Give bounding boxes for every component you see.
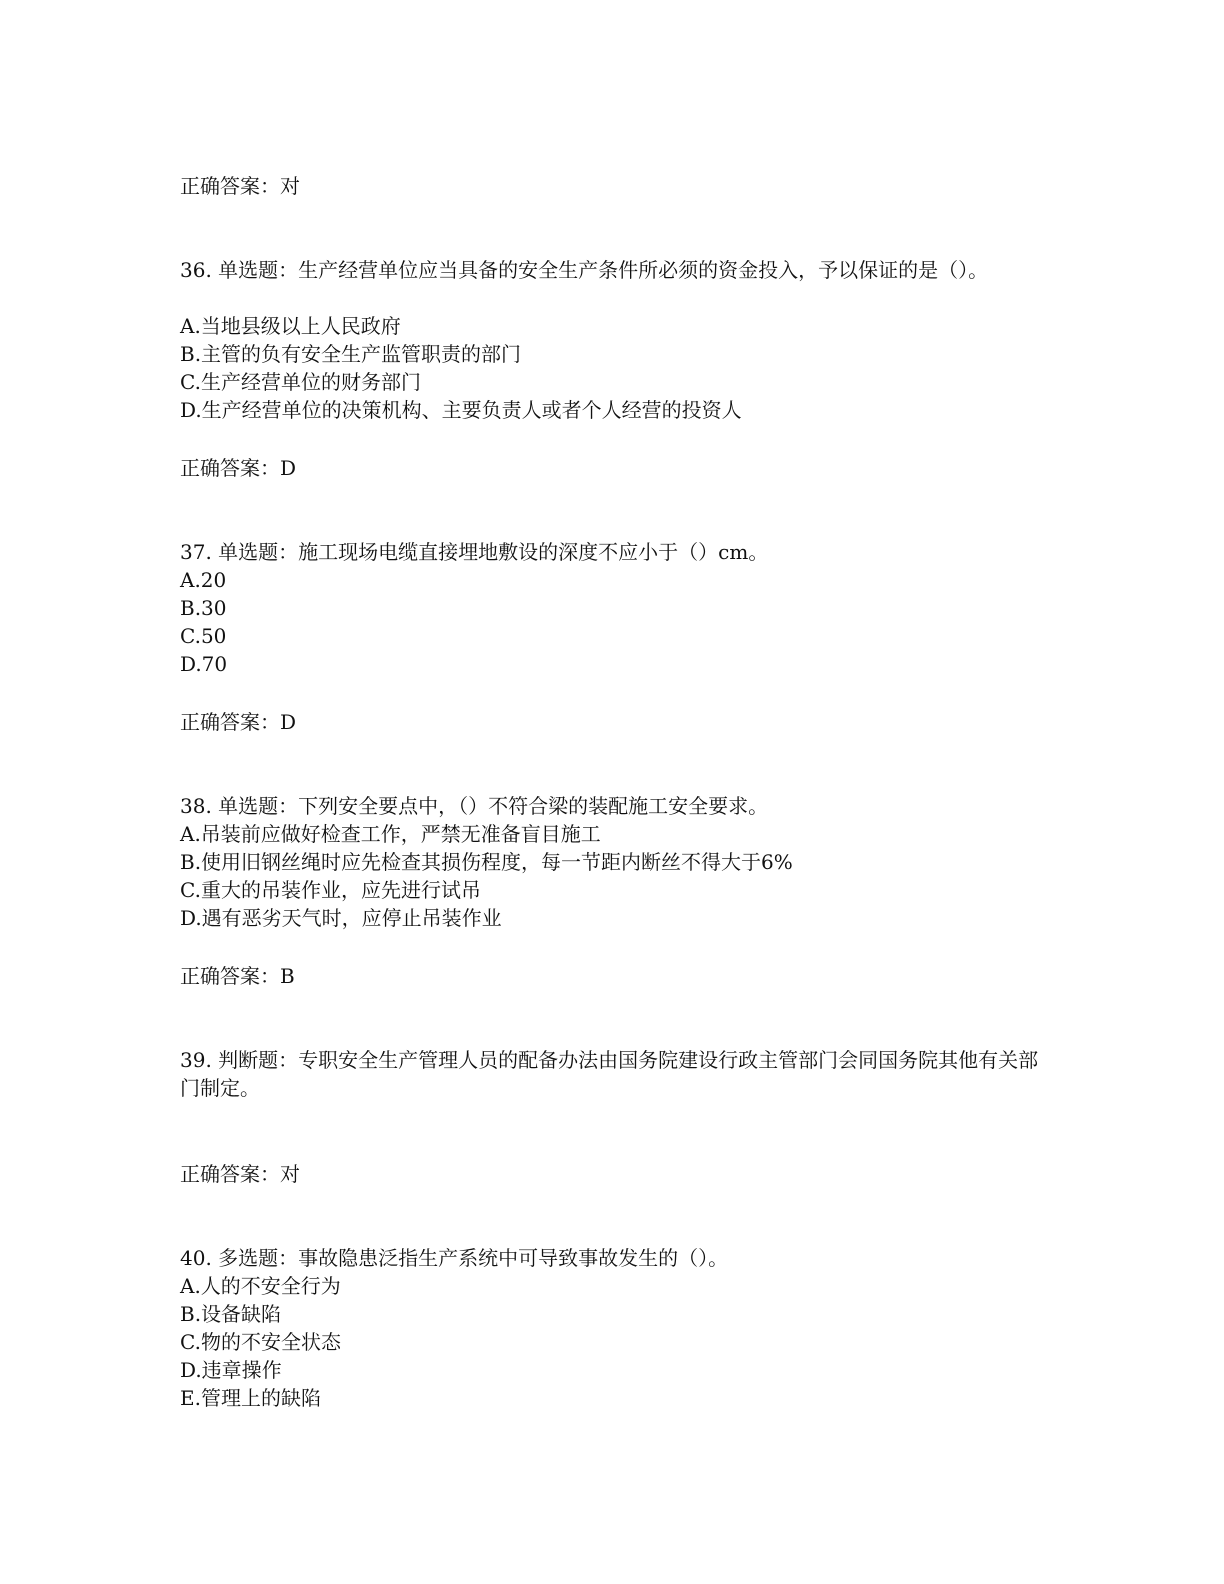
question-38-option-c: C.重大的吊装作业，应先进行试吊 <box>180 878 481 902</box>
question-36-option-a: A.当地县级以上人民政府 <box>180 314 401 338</box>
question-36-option-d: D.生产经营单位的决策机构、主要负责人或者个人经营的投资人 <box>180 398 742 422</box>
question-38-stem: 38. 单选题：下列安全要点中，（）不符合梁的装配施工安全要求。 <box>180 794 769 818</box>
question-37-option-c: C.50 <box>180 624 227 648</box>
question-37-option-b: B.30 <box>180 596 227 620</box>
question-36-answer: 正确答案：D <box>180 456 297 480</box>
question-38-option-b: B.使用旧钢丝绳时应先检查其损伤程度，每一节距内断丝不得大于6% <box>180 850 793 874</box>
question-40-option-d: D.违章操作 <box>180 1358 282 1382</box>
answer-prev: 正确答案：对 <box>180 174 300 198</box>
question-39-stem: 39. 判断题：专职安全生产管理人员的配备办法由国务院建设行政主管部门会同国务院其他有关部门制定。 <box>180 1048 1039 1100</box>
question-40-option-b: B.设备缺陷 <box>180 1302 282 1326</box>
question-37-option-a: A.20 <box>180 568 227 592</box>
question-36-option-c: C.生产经营单位的财务部门 <box>180 370 421 394</box>
question-38-option-d: D.遇有恶劣天气时，应停止吊装作业 <box>180 906 502 930</box>
question-39-answer: 正确答案：对 <box>180 1162 300 1186</box>
question-36-stem: 36. 单选题：生产经营单位应当具备的安全生产条件所必须的资金投入，予以保证的是（）。 <box>180 258 989 282</box>
question-37-answer: 正确答案：D <box>180 710 297 734</box>
question-37-option-d: D.70 <box>180 652 228 676</box>
question-40-stem: 40. 多选题：事故隐患泛指生产系统中可导致事故发生的（）。 <box>180 1246 729 1270</box>
question-38-answer: 正确答案：B <box>180 964 295 988</box>
question-40-option-e: E.管理上的缺陷 <box>180 1386 321 1410</box>
question-38-option-a: A.吊装前应做好检查工作，严禁无准备盲目施工 <box>180 822 601 846</box>
question-36-option-b: B.主管的负有安全生产监管职责的部门 <box>180 342 522 366</box>
question-40-option-a: A.人的不安全行为 <box>180 1274 341 1298</box>
question-37-stem: 37. 单选题：施工现场电缆直接埋地敷设的深度不应小于（）cm。 <box>180 540 769 564</box>
question-40-option-c: C.物的不安全状态 <box>180 1330 341 1354</box>
